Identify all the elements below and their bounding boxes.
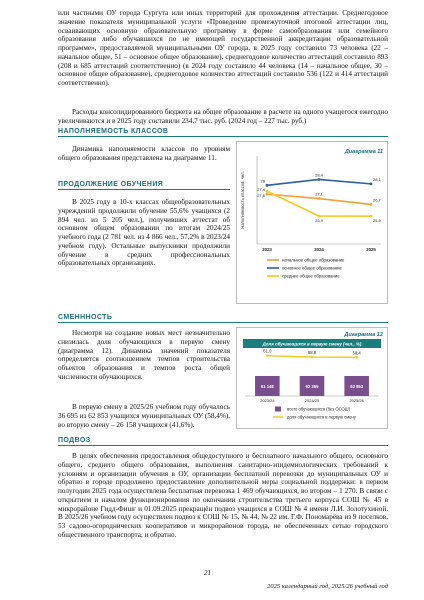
section-title: ПОДВОЗ [58, 437, 91, 444]
chart-title: Диаграмма 12 [344, 332, 383, 338]
data-point [266, 193, 269, 196]
line-value-label: 58,4 [352, 350, 361, 356]
legend-label: доля обучающихся в первую смену [287, 414, 356, 420]
data-label: 27,6 [257, 193, 265, 199]
data-point [266, 354, 269, 357]
y-axis-label: Наполняемость классов, чел. [240, 171, 245, 229]
x-tick-label: 2023 [262, 247, 272, 252]
paragraph-shifts-1: Несмотря на создание новых мест незначительно снизилась доля обучающихся в первую смену (диаграмма 12). Динамика значений показателя определяется соотношением темпов строительства объектов образования и темпов роста общей численности обучающихся. [58, 329, 230, 381]
chart-11 [237, 142, 387, 303]
x-tick-label: 2023/24 [260, 398, 275, 403]
legend-label: всего обучающихся (без ОСОШ) [287, 406, 351, 412]
paragraph-shifts-2: В первую смену в 2025/26 учебном году обучалось 36 695 из 62 853 учащихся муниципальных ОУ (58,4%), во вторую смену – 26 158 учащихся (41,6%). [58, 403, 230, 429]
data-point [370, 182, 373, 185]
section-heading-transport [58, 436, 388, 446]
paragraph-transport: В целях обеспечения предоставления общедоступного и бесплатного начального общего, основного общего, среднего общего образования, выполнения санитарно-эпидемиологических требований к условиям и организации обучения в ОУ, организации бесплатной перевозки до муниципальных ОУ и обратно в городе продолжено предоставление дополнительной меры социальной поддержки: в первом полугодии 2025 года осуществлена бесплатная перевозка 1 469 обучающихся, во втором – 1 270. В связи с открытием и началом функционирования по окончании строительства третьего корпуса СОШ № 45 в микрорайоне Гидд-Фишг и 01.09.2025 прекращён подвоз учащихся в СОШ № 4 имени Л.И. Золотухиной. В 2025/26 учебном году осуществлен подвоз к СОШ № 15, № 44, № 22 им. Г.Ф. Пономарёва из 9 поселков, 53 садово-огороднических кооперативов и микрорайонов города, не обеспеченных сетью городского общественного транспорта, и обратно. [58, 452, 388, 540]
line-value-label: 61,0 [263, 348, 272, 354]
data-point [311, 356, 314, 359]
x-tick-label: 2025 [366, 247, 376, 252]
paragraph-continued-education: В 2025 году в 10-х классах общеобразовательных учреждений продолжили обучение 55,6% учащихся (2 894 чел. из 5 205 чел.), получивших аттестат об основном общем образовании по итогам 2024/25 учебного года (2 781 чел. из 4 866 чел., 57,2% в 2023/24 учебном году). Остальные выпускники продолжили обучение в средних профессиональных образовательных организациях. [58, 198, 230, 268]
legend-label: основное общее образование [282, 265, 342, 271]
legend-swatch [275, 407, 281, 412]
data-label: 28 [260, 178, 265, 184]
footer-note: 2025 календарный год, 2025/26 учебный год [267, 583, 388, 590]
bar-value-label: 62 853 [350, 384, 364, 389]
paragraph-budget: Расходы консолидированного бюджета на общее образование в расчете на одного учащегося ежегодно увеличиваются и в 2025 году составили 234,7 тыс. руб. (2024 год – 227 тыс. руб.) [58, 108, 388, 125]
section-heading-continued-education [58, 180, 230, 190]
paragraph-class-size: Динамика наполняемости классов по уровням общего образования представлена на диаграмме 11. [58, 145, 230, 162]
chart-subtitle: Доля обучающихся в первую смену (чел., %) [262, 341, 362, 347]
data-point [318, 215, 321, 218]
bar-value-label: 62 355 [305, 384, 319, 389]
section-title: ПРОДОЛЖЕНИЕ ОБУЧЕНИЯ [58, 181, 164, 188]
chart-12 [237, 328, 387, 428]
x-tick-label: 2024 [314, 247, 324, 252]
legend-label: начальное общее образование [282, 257, 345, 263]
x-tick-label: 2025/26 [349, 398, 364, 403]
chart-11-box [236, 141, 388, 304]
chart-12-box [236, 327, 388, 429]
data-label: 27,4 [257, 187, 265, 193]
section-heading-shifts [58, 313, 388, 323]
bar-value-label: 61 148 [260, 384, 274, 389]
data-point [370, 203, 373, 206]
data-point [266, 190, 269, 193]
data-point [318, 197, 321, 200]
data-point [370, 215, 373, 218]
data-point [266, 184, 269, 187]
section-heading-class-size [58, 127, 388, 137]
data-label: 27,1 [315, 191, 323, 197]
paragraph-attestation: или частными ОУ города Сургута или иных территорий для прохождения аттестации. Среднегодовое значение показателя муниципальной услуги «Проведение промежуточной итоговой аттестации лиц, осваивающих основную образовательную программу в форме самообразования или семейного образования либо обучавшихся по не имеющей государственной аккредитации образовательной программе», предоставляемой муниципальными ОУ города, в 2025 году составило 73 человека (22 – начальное общее, 51 – основное общее образование), среднегодовое количество аттестаций составило 893 (208 и 685 аттестаций соответственно) (в 2024 году составило 44 человека (14 – начальное общее, 30 – основное общее образование), среднегодовое количество аттестаций составило 536 (122 и 414 аттестаций соответственно). [58, 9, 388, 88]
data-label: 26,7 [373, 197, 381, 203]
data-point [318, 178, 321, 181]
data-label: 28,4 [315, 172, 323, 178]
x-tick-label: 2024/25 [304, 398, 320, 403]
data-label: 25,9 [373, 218, 381, 224]
data-label: 25,9 [315, 218, 323, 224]
section-title: СМЕНННОСТЬ [58, 314, 113, 321]
data-label: 28,1 [373, 176, 381, 182]
data-point [355, 356, 358, 359]
section-title: НАПОЛНЯЕМОСТЬ КЛАССОВ [58, 128, 169, 135]
chart-title: Диаграмма 11 [344, 149, 383, 155]
page-number: 21 [204, 569, 211, 577]
legend-label: среднее общее образование [282, 273, 340, 279]
line-value-label: 58,8 [307, 350, 317, 356]
